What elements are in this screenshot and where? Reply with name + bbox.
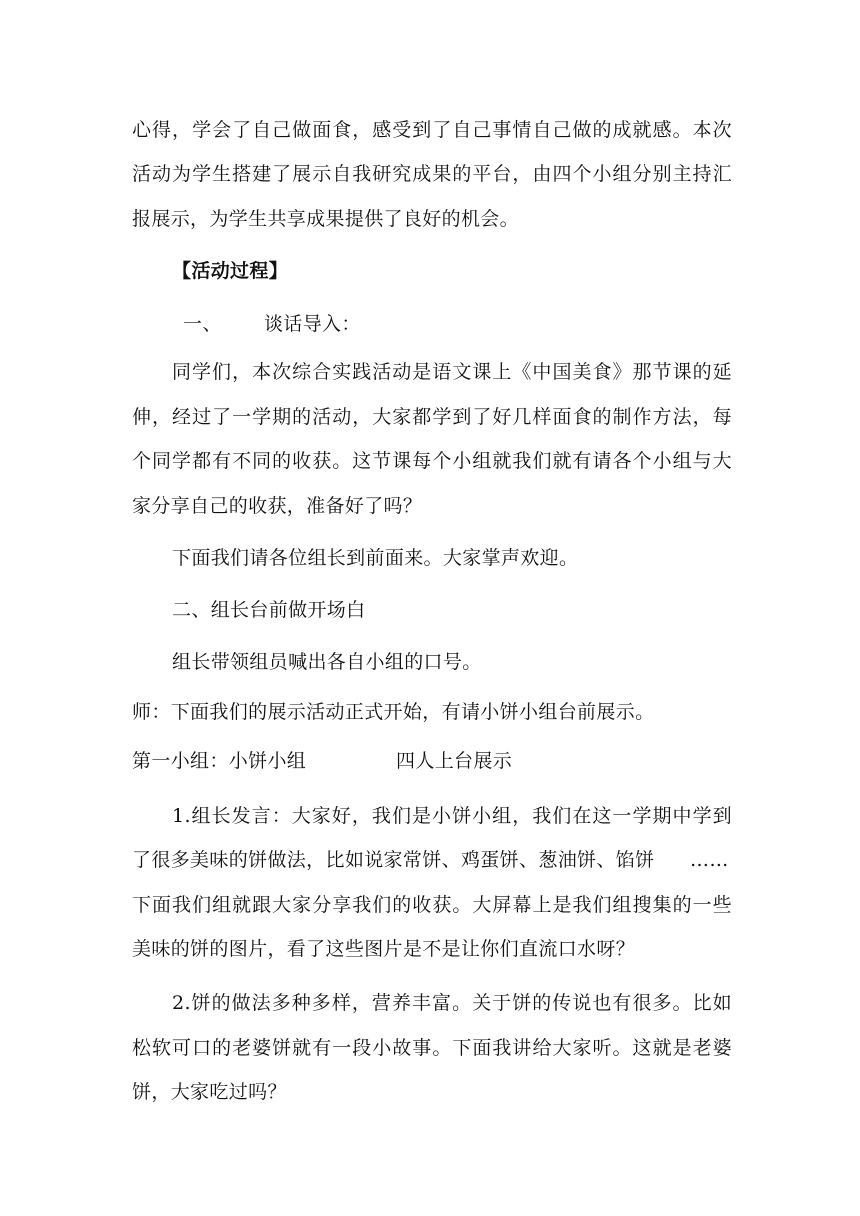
step-one-title: 谈话导入： [264,313,361,335]
intro-line-1: 心得，学会了自己做面食，感受到了自己事情自己做的成就感。本次 [132,119,732,141]
intro-paragraph-line-3: 个同学都有不同的收获。这节课每个小组就我们就有请各个小组与大 [132,450,732,472]
group-note: 四人上台展示 [396,750,513,772]
item-two-line-2: 松软可口的老婆饼就有一段小故事。下面我讲给大家听。这就是老婆 [132,1037,732,1059]
intro-line-3: 报展示，为学生共享成果提供了良好的机会。 [132,208,520,230]
step-one-number: 一、 [183,313,222,335]
step-two-heading: 二、组长台前做开场白 [172,599,366,621]
item-one-line-4: 美味的饼的图片，看了这些图片是不是让你们直流口水呀？ [132,938,636,960]
item-two-line-1: 2.饼的做法多种多样，营养丰富。关于饼的传说也有很多。比如 [172,992,732,1014]
item-one-line-2: 了很多美味的饼做法，比如说家常饼、鸡蛋饼、葱油饼、馅饼 [132,849,655,871]
slogan-line: 组长带领组员喊出各自小组的口号。 [172,651,482,673]
section-heading: 【活动过程】 [172,260,289,282]
intro-paragraph-line-1: 同学们，本次综合实践活动是语文课上《中国美食》那节课的延 [172,361,732,383]
invite-line: 下面我们请各位组长到前面来。大家掌声欢迎。 [172,547,579,569]
item-two-line-3: 饼，大家吃过吗？ [132,1081,287,1103]
item-one-line-3: 下面我们组就跟大家分享我们的收获。大屏幕上是我们组搜集的一些 [132,894,732,916]
teacher-line: 师：下面我们的展示活动正式开始，有请小饼小组台前展示。 [132,701,655,723]
intro-line-2: 活动为学生搭建了展示自我研究成果的平台，由四个小组分别主持汇 [132,163,732,185]
item-one-ellipsis: …… [690,849,729,871]
intro-paragraph-line-4: 家分享自己的收获，准备好了吗？ [132,495,423,517]
group-title: 第一小组：小饼小组 [132,750,307,772]
intro-paragraph-line-2: 伸，经过了一学期的活动，大家都学到了好几样面食的制作方法，每 [132,406,732,428]
item-one-line-1: 1.组长发言：大家好，我们是小饼小组，我们在这一学期中学到 [172,805,732,827]
